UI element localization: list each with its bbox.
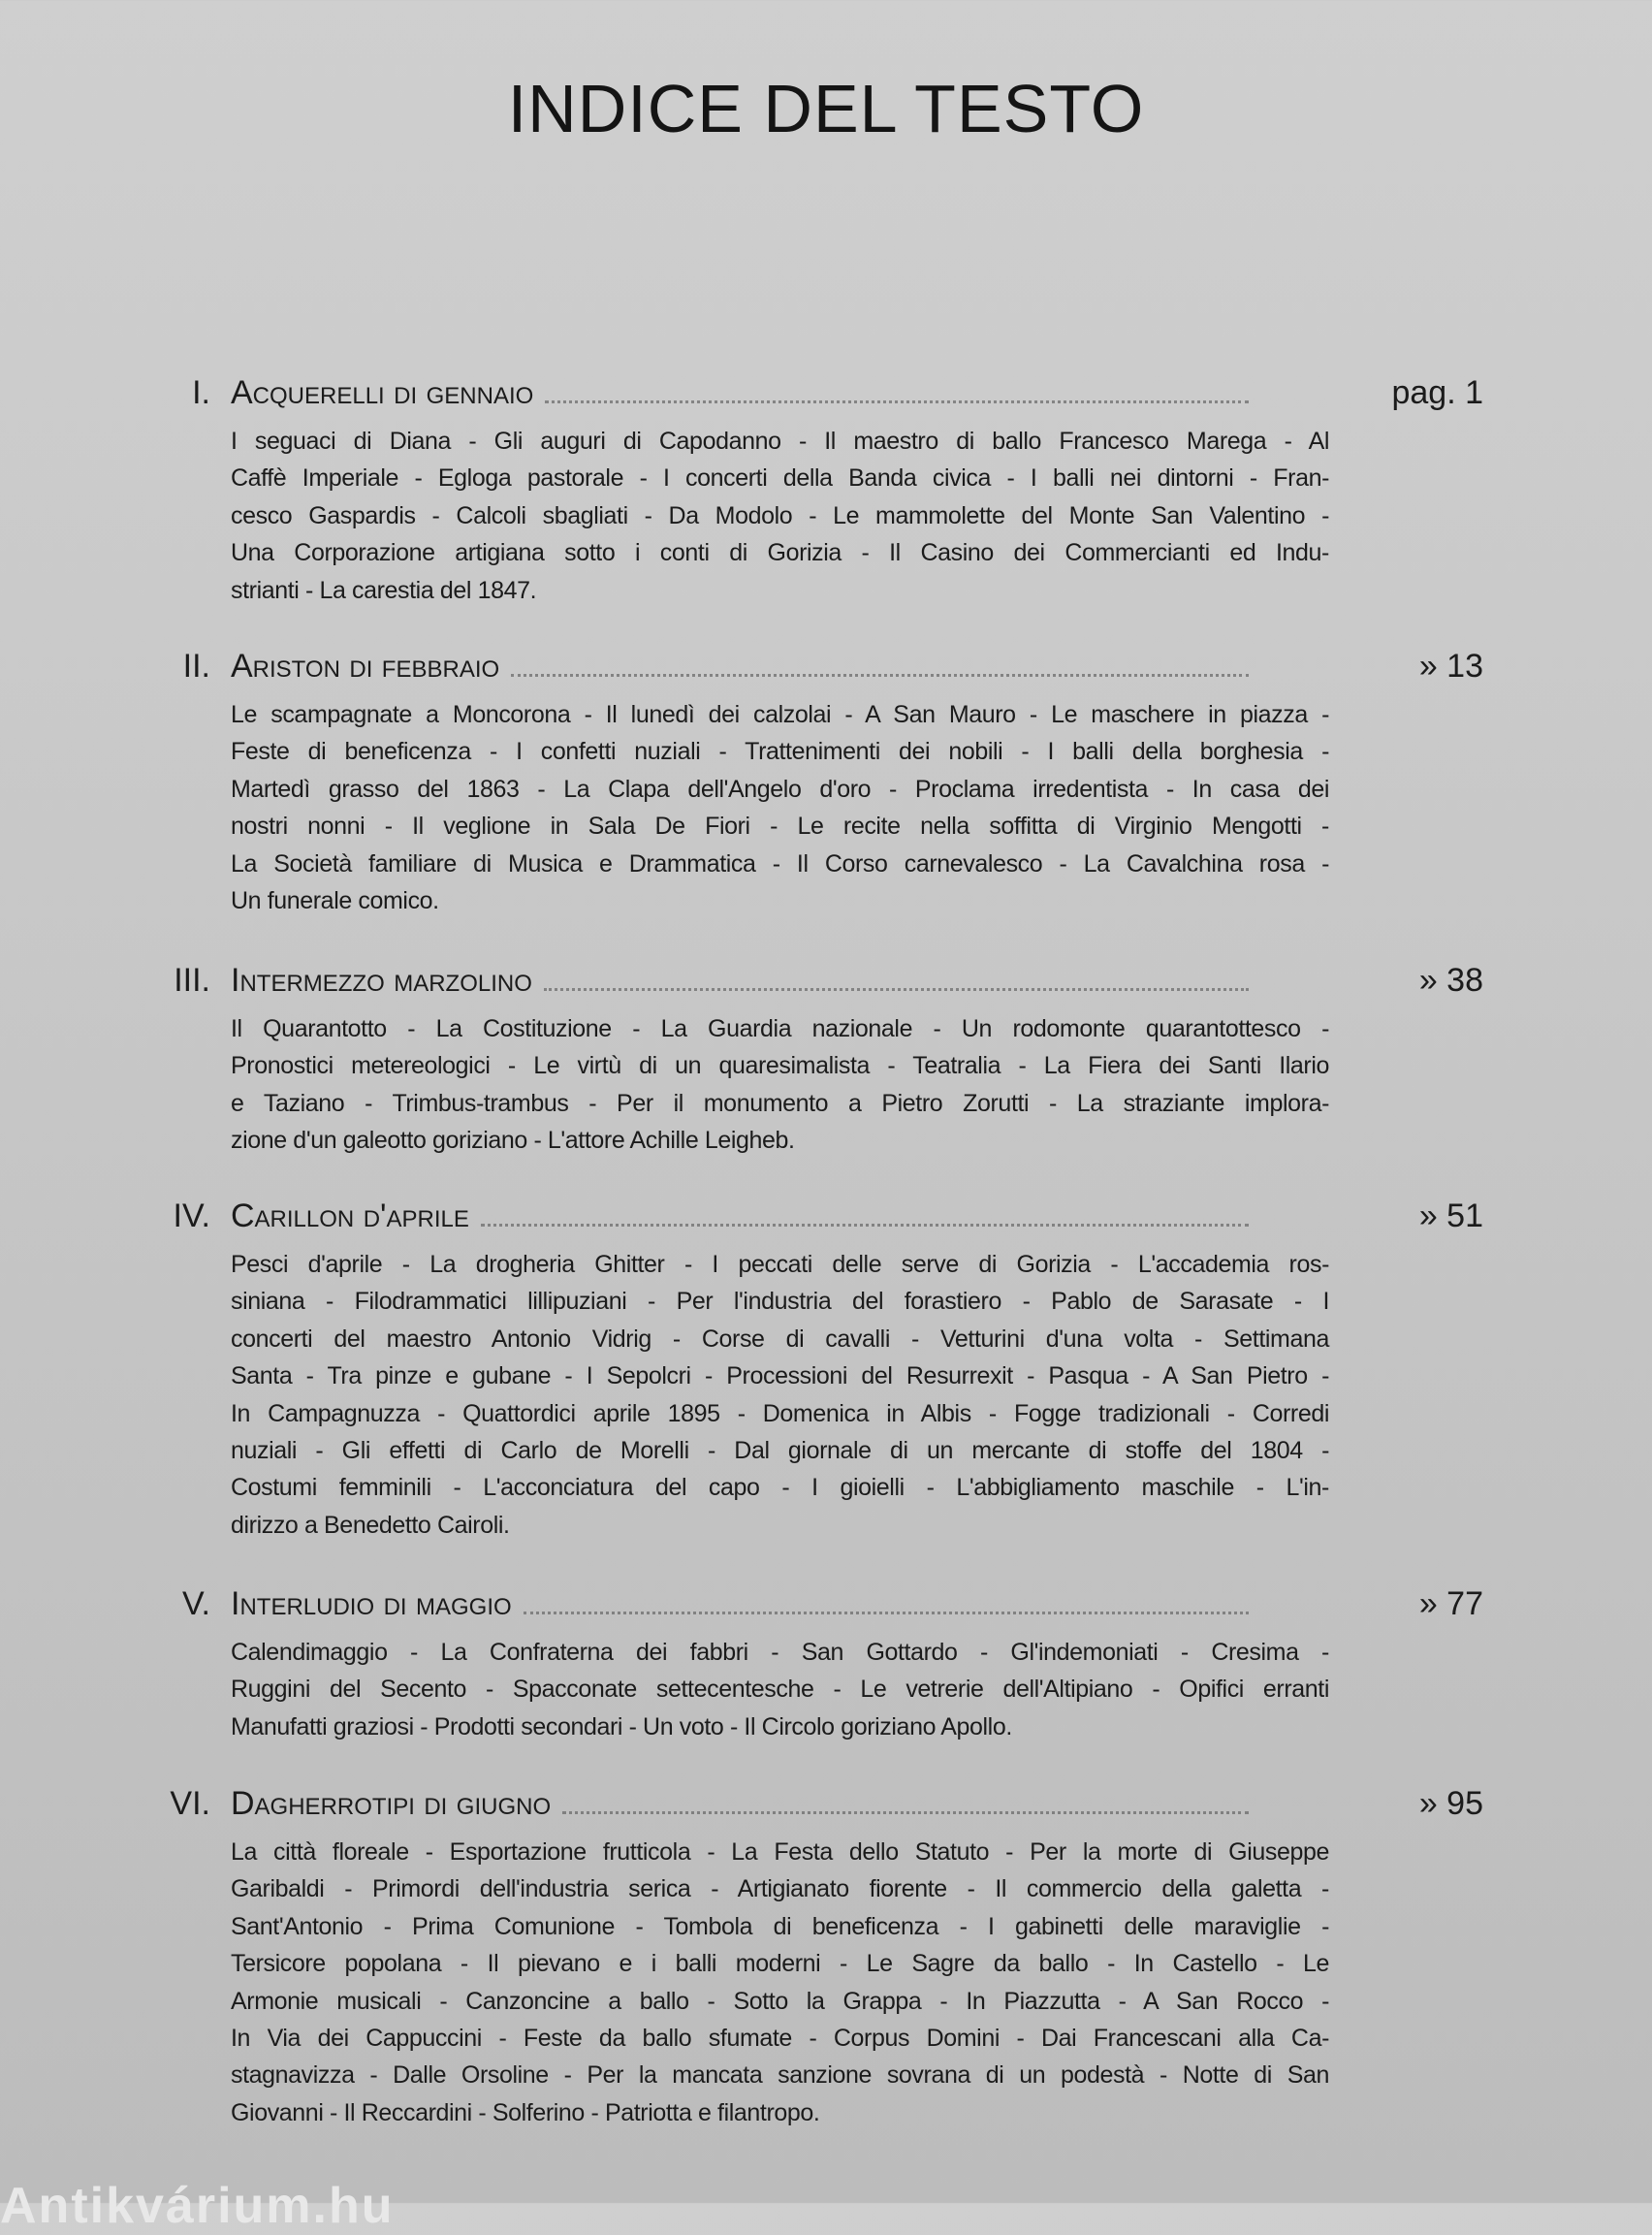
page-number: » 13 xyxy=(1418,648,1483,685)
section-heading xyxy=(145,374,1483,417)
contents-line: nostri nonni - Il veglione in Sala De Fiori - Le recite nella soffitta di Virginio Mengotti - xyxy=(231,813,1329,841)
contents-line: dirizzo a Benedetto Cairoli. xyxy=(231,1511,510,1539)
contents-line: Armonie musicali - Canzoncine a ballo - Sotto la Grappa - In Piazzutta - A San Rocco - xyxy=(231,1987,1329,2015)
contents-line: In Via dei Cappuccini - Feste da ballo sfumate - Corpus Domini - Dai Francescani alla Ca- xyxy=(231,2024,1329,2052)
contents-line: stagnavizza - Dalle Orsoline - Per la mancata sanzione sovrana di un podestà - Notte di San xyxy=(231,2061,1329,2090)
section-title: Interludio di maggio xyxy=(231,1585,512,1622)
contents-line: Feste di beneficenza - I confetti nuziali - Trattenimenti dei nobili - I balli della borghesia - xyxy=(231,738,1329,766)
contents-line: I seguaci di Diana - Gli auguri di Capodanno - Il maestro di ballo Francesco Marega - Al xyxy=(231,428,1329,455)
contents-line: strianti - La carestia del 1847. xyxy=(231,576,537,604)
section-heading xyxy=(145,1785,1483,1828)
page-number: » 51 xyxy=(1418,1197,1483,1234)
contents-line: Pesci d'aprile - La drogheria Ghitter - I peccati delle serve di Gorizia - L'accademia ros- xyxy=(231,1251,1329,1278)
contents-line: e Taziano - Trimbus-trambus - Per il monumento a Pietro Zorutti - La straziante implora- xyxy=(231,1089,1329,1117)
section-contents xyxy=(231,1634,1329,1745)
contents-line: siniana - Filodrammatici lillipuziani - Per l'industria del forastiero - Pablo de Sarasate - I xyxy=(231,1288,1329,1316)
section-contents xyxy=(231,423,1329,609)
contents-line: In Campagnuzza - Quattordici aprile 1895 - Domenica in Albis - Fogge tradizionali - Corredi xyxy=(231,1399,1329,1427)
section-heading xyxy=(145,1585,1483,1628)
contents-line: Martedì grasso del 1863 - La Clapa dell'Angelo d'oro - Proclama irredentista - In casa dei xyxy=(231,775,1329,803)
contents-line: Calendimaggio - La Confraterna dei fabbri - San Gottardo - Gl'indemoniati - Cresima - xyxy=(231,1639,1329,1666)
dot-leader xyxy=(481,1224,1249,1227)
contents-line: Ruggini del Secento - Spacconate settecentesche - Le vetrerie dell'Altipiano - Opifici erranti xyxy=(231,1676,1329,1704)
section-contents xyxy=(231,696,1329,919)
section-numeral: VI. xyxy=(170,1785,210,1822)
section-title: Carillon d'aprile xyxy=(231,1197,469,1234)
section-heading xyxy=(145,962,1483,1005)
dot-leader xyxy=(562,1811,1249,1814)
section-title-row xyxy=(231,962,1249,1000)
contents-line: Il Quarantotto - La Costituzione - La Guardia nazionale - Un rodomonte quarantottesco - xyxy=(231,1015,1329,1042)
section-title: Dagherrotipi di giugno xyxy=(231,1785,552,1822)
toc-section xyxy=(145,962,1483,1155)
contents-line: La città floreale - Esportazione frutticola - La Festa dello Statuto - Per la morte di Giuseppe xyxy=(231,1838,1329,1866)
contents-line: Costumi femminili - L'acconciatura del capo - I gioielli - L'abbigliamento maschile - L'in- xyxy=(231,1474,1329,1502)
toc-section xyxy=(145,374,1483,604)
page-number: pag. 1 xyxy=(1391,374,1483,411)
section-contents xyxy=(231,1010,1329,1160)
toc-section xyxy=(145,1585,1483,1740)
contents-line: La Società familiare di Musica e Drammatica - Il Corso carnevalesco - La Cavalchina rosa - xyxy=(231,849,1329,878)
section-title-row xyxy=(231,648,1249,686)
toc-section xyxy=(145,648,1483,914)
section-title-row xyxy=(231,1197,1249,1235)
dot-leader xyxy=(544,988,1249,991)
section-title-row xyxy=(231,1585,1249,1623)
section-contents xyxy=(231,1246,1329,1544)
contents-line: Una Corporazione artigiana sotto i conti di Gorizia - Il Casino dei Commercianti ed Indu- xyxy=(231,539,1329,567)
section-title-row xyxy=(231,374,1249,412)
section-title-row xyxy=(231,1785,1249,1823)
contents-line: Un funerale comico. xyxy=(231,886,439,914)
contents-line: zione d'un galeotto goriziano - L'attore Achille Leigheb. xyxy=(231,1127,795,1155)
section-numeral: V. xyxy=(181,1585,210,1622)
toc-section xyxy=(145,1785,1483,2126)
section-heading xyxy=(145,1197,1483,1240)
section-numeral: III. xyxy=(174,962,210,999)
contents-line: Garibaldi - Primordi dell'industria serica - Artigianato fiorente - Il commercio della galetta - xyxy=(231,1875,1329,1903)
dot-leader xyxy=(511,674,1249,677)
page-number: » 77 xyxy=(1418,1585,1483,1622)
section-contents xyxy=(231,1834,1329,2131)
contents-line: Santa - Tra pinze e gubane - I Sepolcri - Processioni del Resurrexit - Pasqua - A San Pietro - xyxy=(231,1362,1329,1390)
contents-line: nuziali - Gli effetti di Carlo de Morelli - Dal giornale di un mercante di stoffe del 1804 - xyxy=(231,1436,1329,1464)
toc-section xyxy=(145,1197,1483,1539)
contents-line: Sant'Antonio - Prima Comunione - Tombola di beneficenza - I gabinetti delle maraviglie - xyxy=(231,1912,1329,1940)
page-title: INDICE DEL TESTO xyxy=(507,71,1145,146)
contents-line: concerti del maestro Antonio Vidrig - Corse di cavalli - Vetturini d'una volta - Settimana xyxy=(231,1325,1329,1353)
contents-line: cesco Gaspardis - Calcoli sbagliati - Da Modolo - Le mammolette del Monte San Valentino - xyxy=(231,501,1329,529)
dot-leader xyxy=(524,1612,1249,1614)
contents-line: Caffè Imperiale - Egloga pastorale - I concerti della Banda civica - I balli nei dintorni - Fran- xyxy=(231,464,1329,493)
watermark: Antikvárium.hu xyxy=(0,2178,395,2234)
dot-leader xyxy=(545,400,1249,403)
section-numeral: II. xyxy=(182,648,210,685)
contents-line: Le scampagnate a Moncorona - Il lunedì dei calzolai - A San Mauro - Le maschere in piazza - xyxy=(231,701,1329,728)
contents-line: Manufatti graziosi - Prodotti secondari - Un voto - Il Circolo goriziano Apollo. xyxy=(231,1712,1012,1740)
contents-line: Tersicore popolana - Il pievano e i balli moderni - Le Sagre da ballo - In Castello - Le xyxy=(231,1950,1329,1978)
section-title: Acquerelli di gennaio xyxy=(231,374,534,411)
page-number: » 38 xyxy=(1418,962,1483,999)
section-title: Intermezzo marzolino xyxy=(231,962,532,999)
section-heading xyxy=(145,648,1483,690)
section-title: Ariston di febbraio xyxy=(231,648,500,685)
section-numeral: I. xyxy=(192,374,210,411)
contents-line: Pronostici metereologici - Le virtù di un quaresimalista - Teatralia - La Fiera dei Santi Ilario xyxy=(231,1052,1329,1080)
page-number: » 95 xyxy=(1418,1785,1483,1822)
contents-line: Giovanni - Il Reccardini - Solferino - Patriotta e filantropo. xyxy=(231,2098,820,2126)
section-numeral: IV. xyxy=(173,1197,210,1234)
